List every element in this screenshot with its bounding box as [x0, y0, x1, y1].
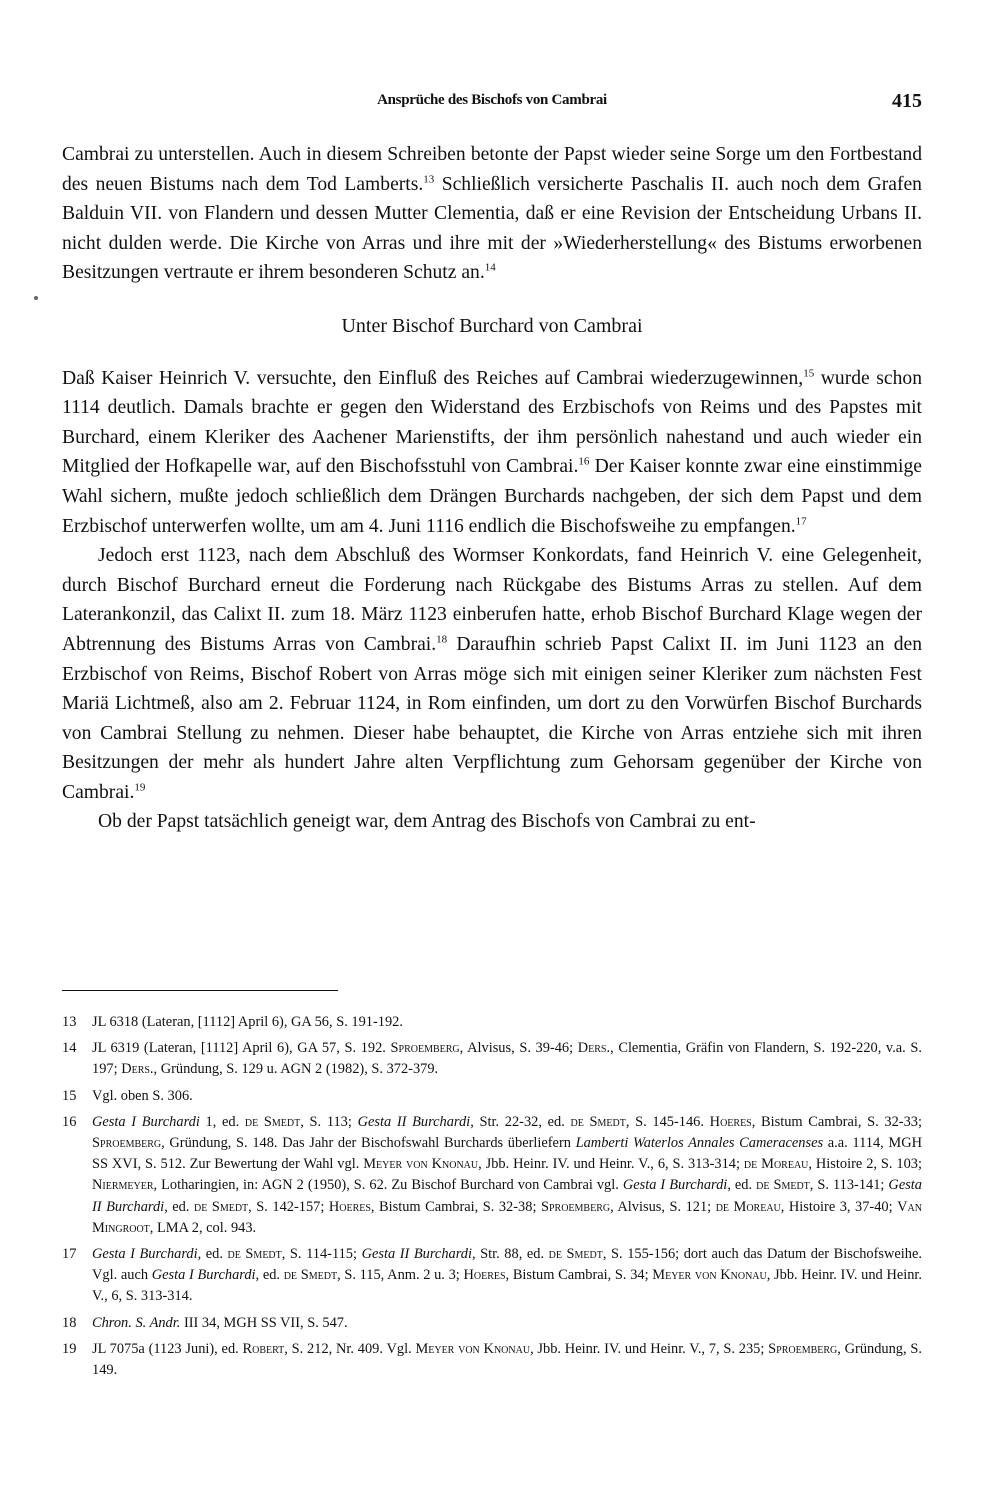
text-run: , S. 212, Nr. 409. Vgl. [284, 1340, 416, 1357]
paragraph [62, 541, 922, 807]
author-name: Sproemberg [768, 1340, 838, 1357]
author-name: Meyer von Knonau [415, 1340, 531, 1357]
author-name: Meyer von Knonau [363, 1156, 479, 1173]
footnote-text: JL 6318 (Lateran, [1112] April 6), GA 56, S. 191-192. [92, 1014, 403, 1030]
author-name: de Smedt [570, 1113, 626, 1130]
work-title: Gesta I Burchardi [622, 1177, 728, 1194]
paragraph [62, 140, 922, 288]
text-run: , Histoire 2, S. 103; [808, 1156, 922, 1173]
footnote-number: 17 [62, 1246, 77, 1263]
text-run: , Gründung, S. 129 u. AGN 2 (1982), S. 372-379. [153, 1061, 439, 1078]
text-run: , Jbb. Heinr. IV. und Heinr. V., 7, S. 235; [530, 1340, 769, 1357]
text-run: , Str. 22-32, ed. [470, 1113, 571, 1130]
text-run: Daraufhin schrieb Papst Calixt II. im Juni 1123 an den Erzbischof von Reims, Bischof Robert von Arras möge sich mit einigen seiner Kleriker zum nächsten Fest Mariä Lichtmeß, also am 2. Februar 1124, in Rom einfinden, um dort zu den Vorwürfen Bischof Burchards von Cambrai Stellung zu nehmen. Dieser habe behauptet, die Kirche von Arras entziehe sich mit ihren Besitzungen der mehr als hundert Jahre alten Verpflichtung zum Gehorsam gegenüber der Kirche von Cambrai. [62, 633, 922, 803]
text-run: , ed. [727, 1177, 757, 1194]
text-run: , Alvisus, S. 121; [610, 1198, 716, 1215]
text-run: Jedoch erst 1123, nach dem Abschluß des Wormser Konkordats, fand Heinrich V. eine Gelegenheit, durch Bischof Burchard erneut die Forderung nach Rückgabe des Bistums Arras zu stellen. Auf dem Laterankonzil, das Calixt II. zum 18. März 1123 einberufen hatte, erhob Bischof Burchard Klage wegen der Abtrennung des Bistums Arras von Cambrai. [62, 545, 922, 655]
author-name: de Smedt [283, 1267, 338, 1284]
main-text [62, 140, 922, 837]
author-name: de Smedt [756, 1177, 810, 1194]
footnote [62, 1339, 922, 1381]
footnote [62, 1313, 922, 1334]
text-run: , Bistum Cambrai, S. 32-38; [370, 1198, 541, 1215]
footnote-ref[interactable]: 17 [795, 515, 807, 527]
footnotes [62, 1012, 922, 1386]
footnote-ref[interactable]: 16 [578, 455, 590, 468]
work-title: Gesta I Burchardi [151, 1267, 256, 1284]
page-number: 415 [892, 90, 922, 112]
footnote [62, 1086, 922, 1107]
work-title: Gesta I Burchardi [92, 1246, 198, 1263]
text-run: , Lotharingien, in: AGN 2 (1950), S. 62. Zu Bischof Burchard von Cambrai vgl. [153, 1177, 623, 1194]
text-run: , Str. 88, ed. [471, 1246, 549, 1263]
paragraph [62, 364, 922, 542]
author-name: de Smedt [227, 1246, 282, 1263]
footnote-ref[interactable]: 14 [484, 261, 496, 274]
text-run: , Histoire 3, 37-40; [780, 1198, 898, 1215]
text-run: , Bistum Cambrai, S. 34; [505, 1267, 653, 1284]
work-title: Lamberti Waterlos Annales Cameracenses [575, 1135, 824, 1152]
running-head [62, 92, 922, 116]
footnote-text: Vgl. oben S. 306. [92, 1087, 193, 1104]
text-run: , Alvisus, S. 39-46; [459, 1040, 578, 1057]
margin-mark [34, 296, 38, 300]
running-head-title: Ansprüche des Bischofs von Cambrai [377, 92, 607, 108]
text-run: , Gründung, S. 149. [92, 1340, 922, 1379]
text-run: , S. 113; [300, 1113, 358, 1130]
footnote [62, 1244, 922, 1308]
footnote-number: 15 [62, 1087, 77, 1104]
footnote-ref[interactable]: 15 [803, 367, 815, 380]
author-name: Ders. [577, 1040, 611, 1057]
footnote-separator [62, 990, 338, 991]
text-run: , S. 155-156; dort auch das Datum der Bischofsweihe. Vgl. auch [92, 1246, 922, 1284]
section-heading: Unter Bischof Burchard von Cambrai [341, 314, 643, 337]
work-title: Chron. S. Andr. [92, 1314, 181, 1331]
author-name: Meyer von Knonau [652, 1267, 767, 1284]
author-name: Hoeres [328, 1198, 371, 1215]
author-name: Van Mingroot [92, 1198, 922, 1236]
text-run: Daß Kaiser Heinrich V. versuchte, den Einfluß des Reiches auf Cambrai wiederzugewinnen, [62, 367, 804, 389]
author-name: Robert [242, 1340, 285, 1357]
footnote [62, 1012, 922, 1033]
text-run: , Bistum Cambrai, S. 32-33; [751, 1113, 922, 1130]
footnote-number: 13 [62, 1014, 77, 1030]
text-run: JL 6319 (Lateran, [1112] April 6), GA 57, S. 192. [92, 1040, 391, 1057]
work-title: Gesta II Burchardi [357, 1113, 471, 1130]
author-name: de Smedt [548, 1246, 603, 1263]
paragraph: Ob der Papst tatsächlich geneigt war, dem Antrag des Bischofs von Cambrai zu ent- [98, 811, 756, 833]
footnote-ref[interactable]: 18 [436, 633, 448, 646]
text-run: , Gründung, S. 148. Das Jahr der Bischofswahl Burchards überliefern [161, 1135, 576, 1152]
text-run: 1, ed. [199, 1113, 245, 1130]
text-run: , Jbb. Heinr. IV. und Heinr. V., 6, S. 313-314; [478, 1156, 744, 1173]
author-name: Niermeyer [92, 1177, 154, 1194]
work-title: Gesta II Burchardi [361, 1246, 472, 1263]
footnote [62, 1038, 922, 1080]
author-name: de Smedt [244, 1113, 301, 1130]
footnote-number: 14 [62, 1040, 77, 1057]
text-run: , Clementia, Gräfin von Flandern, S. 192-220, v.a. S. 197; [92, 1040, 923, 1078]
text-run: , ed. [197, 1246, 228, 1263]
author-name: de Moreau [715, 1198, 781, 1215]
author-name: de Moreau [743, 1156, 809, 1173]
footnote-number: 19 [62, 1340, 77, 1357]
footnote-ref[interactable]: 19 [134, 781, 146, 794]
work-title: Gesta I Burchardi [92, 1113, 200, 1130]
work-title: Gesta II Burchardi [92, 1177, 922, 1215]
text-run: , Jbb. Heinr. IV. und Heinr. V., 6, S. 313-314. [92, 1267, 923, 1305]
text-run: Der Kaiser konnte zwar eine einstimmige Wahl sichern, mußte jedoch schließlich dem Drängen Burchards nachgeben, der sich dem Papst und dem Erzbischof unterwerfen wollte, um am 4. Juni 1116 endlich die Bischofsweihe zu empfangen. [62, 456, 922, 537]
text-run: a.a. 1114, MGH SS XVI, S. 512. Zur Bewertung der Wahl vgl. [92, 1135, 922, 1173]
text-run: , ed. [164, 1198, 194, 1215]
text-run: wurde schon 1114 deutlich. Damals brachte er gegen den Widerstand des Erzbischofs von Reims und des Papstes mit Burchard, einem Kleriker des Aachener Marienstifts, der ihm persönlich nahestand und auch wieder ein Mitglied der Hofkapelle war, auf den Bischofsstuhl von Cambrai. [62, 367, 922, 478]
text-run: , LMA 2, col. 943. [149, 1219, 257, 1236]
text-run: , S. 115, Anm. 2 u. 3; [337, 1267, 464, 1284]
text-run: , S. 142-157; [248, 1198, 329, 1215]
text-run: Schließlich versicherte Paschalis II. auch noch dem Grafen Balduin VII. von Flandern und dessen Mutter Clementia, daß er eine Revision der Entscheidung Urbans II. nicht dulden werde. Die Kirche von Arras und ihre mit der »Wiederherstellung« des Bistums erworbenen Besitzungen vertraute er ihrem besonderen Schutz an. [62, 173, 922, 284]
footnote-number: 16 [62, 1113, 77, 1130]
text-run: , S. 145-146. [625, 1113, 710, 1130]
author-name: Hoeres [463, 1267, 506, 1284]
text-run: , S. 114-115; [281, 1246, 362, 1263]
author-name: de Smedt [193, 1198, 249, 1215]
text-run: III 34, MGH SS VII, S. 547. [180, 1314, 348, 1331]
text-run: , ed. [255, 1267, 284, 1284]
author-name: Sproemberg [92, 1135, 162, 1152]
text-run: , S. 113-141; [809, 1177, 889, 1194]
author-name: Sproemberg [540, 1198, 611, 1215]
footnote-number: 18 [62, 1314, 77, 1331]
text-run: JL 7075a (1123 Juni), ed. [92, 1340, 243, 1357]
text-run: Cambrai zu unterstellen. Auch in diesem Schreiben betonte der Papst wieder seine Sorge um den Fortbestand des neuen Bistums nach dem Tod Lamberts. [62, 144, 922, 195]
author-name: Hoeres [709, 1113, 752, 1130]
footnote-ref[interactable]: 13 [423, 173, 435, 186]
footnote [62, 1112, 922, 1239]
author-name: Sproemberg [390, 1040, 460, 1057]
author-name: Ders. [121, 1061, 154, 1078]
